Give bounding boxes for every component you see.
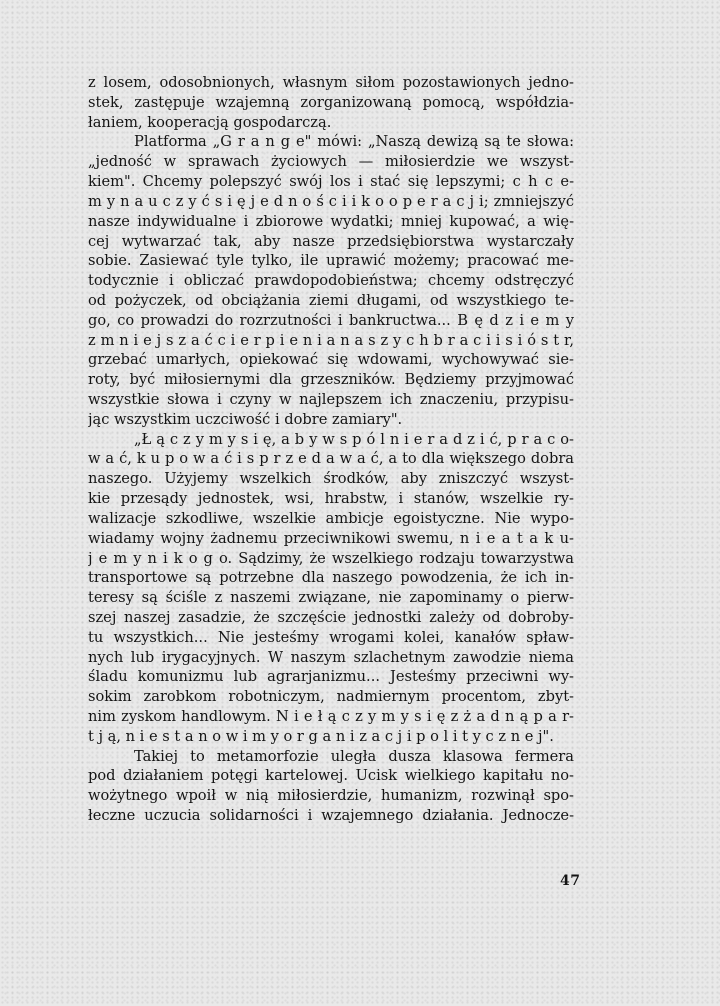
text-line: todycznie i obliczać prawdopodobieństwa; chcemy odstręczyć	[88, 272, 574, 290]
text-line: „jedność w sprawach życiowych — miłosierdzie we wszyst-	[88, 153, 574, 171]
text-line: m y n a u c z y ć s i ę j e d n o ś c i i k o o p e r a c j i; zmniejszyć	[88, 192, 574, 210]
text-line: kiem". Chcemy polepszyć swój los i stać się lepszymi; c h c e-	[88, 173, 574, 191]
text-line: wożytnego wpoił w nią miłosierdzie, humanizm, rozwinął spo-	[88, 787, 574, 805]
text-line: t j ą, n i e s t a n o w i m y o r g a n i z a c j i p o l i t y c z n e j".	[88, 727, 554, 745]
text-line: z losem, odosobnionych, własnym siłom pozostawionych jedno-	[88, 74, 574, 91]
text-line: wiadamy wojny żadnemu przeciwnikowi swemu, n i e a t a k u-	[88, 529, 574, 547]
text-line: teresy są ściśle z naszemi związane, nie zapominamy o pierw-	[88, 589, 574, 607]
text-line: od pożyczek, od obciążania ziemi długami, od wszystkiego te-	[88, 291, 574, 309]
text-line: tu wszystkich... Nie jesteśmy wrogami kolei, kanałów spław-	[88, 628, 574, 646]
text-line: nasze indywidualne i zbiorowe wydatki; mniej kupować, a wię-	[88, 212, 574, 230]
text-line: jąc wszystkim uczciwość i dobre zamiary".	[88, 410, 403, 428]
text-line: Platforma „G r a n g e" mówi: „Naszą dewizą są te słowa:	[134, 133, 574, 151]
text-line: pod działaniem potęgi kartelowej. Ucisk wielkiego kapitału no-	[88, 767, 574, 785]
text-line: naszego. Użyjemy wszelkich środków, aby zniszczyć wszyst-	[88, 470, 574, 488]
text-line: z m n i e j s z a ć c i e r p i e n i a n a s z y c h b r a c i i s i ó s t r,	[88, 331, 574, 349]
text-line: Takiej to metamorfozie uległa dusza klasowa fermera	[134, 747, 574, 765]
text-line: nim zyskom handlowym. N i e ł ą c z y m y s i ę z ż a d n ą p a r-	[88, 708, 574, 725]
text-line: kie przesądy jednostek, wsi, hrabstw, i stanów, wszelkie ry-	[88, 490, 574, 508]
text-line: stek, zastępuje wzajemną zorganizowaną pomocą, współdzia-	[88, 93, 574, 111]
text-line: szej naszej zasadzie, że szczęście jednostki zależy od dobroby-	[88, 608, 574, 626]
text-line: cej wytwarzać tak, aby nasze przedsiębiorstwa wystarczały	[88, 232, 574, 250]
text-line: go, co prowadzi do rozrzutności i bankructwa... B ę d z i e m y	[88, 311, 574, 329]
text-line: w a ć, k u p o w a ć i s p r z e d a w a ć, a to dla większego dobra	[88, 450, 574, 468]
text-line: śladu komunizmu lub agrarjanizmu... Jesteśmy przeciwni wy-	[88, 668, 574, 686]
text-line: walizacje szkodliwe, wszelkie ambicje egoistyczne. Nie wypo-	[88, 509, 574, 527]
text-line: łaniem, kooperacją gospodarczą.	[88, 113, 332, 131]
text-line: j e m y n i k o g o. Sądzimy, że wszelkiego rodzaju towarzystwa	[88, 549, 574, 567]
page-number: 47	[560, 873, 581, 889]
text-line: grzebać umarłych, opiekować się wdowami, wychowywać sie-	[88, 351, 574, 369]
text-line: „Ł ą c z y m y s i ę, a b y w s p ó l n i e r a d z i ć, p r a c o-	[134, 430, 574, 448]
text-line: roty, być miłosiernymi dla grzeszników. Będziemy przyjmować	[88, 371, 574, 389]
text-line: sobie. Zasiewać tyle tylko, ile uprawić możemy; pracować me-	[88, 252, 574, 270]
text-line: nych lub irygacyjnych. W naszym szlachetnym zawodzie niema	[88, 648, 574, 666]
text-line: wszystkie słowa i czyny w najlepszem ich znaczeniu, przypisu-	[88, 391, 574, 408]
text-line: sokim zarobkom robotniczym, nadmiernym procentom, zbyt-	[88, 688, 574, 706]
text-line: łeczne uczucia solidarności i wzajemnego działania. Jednocze-	[88, 807, 574, 825]
body-text	[88, 73, 574, 826]
text-line: transportowe są potrzebne dla naszego powodzenia, że ich in-	[88, 569, 574, 587]
